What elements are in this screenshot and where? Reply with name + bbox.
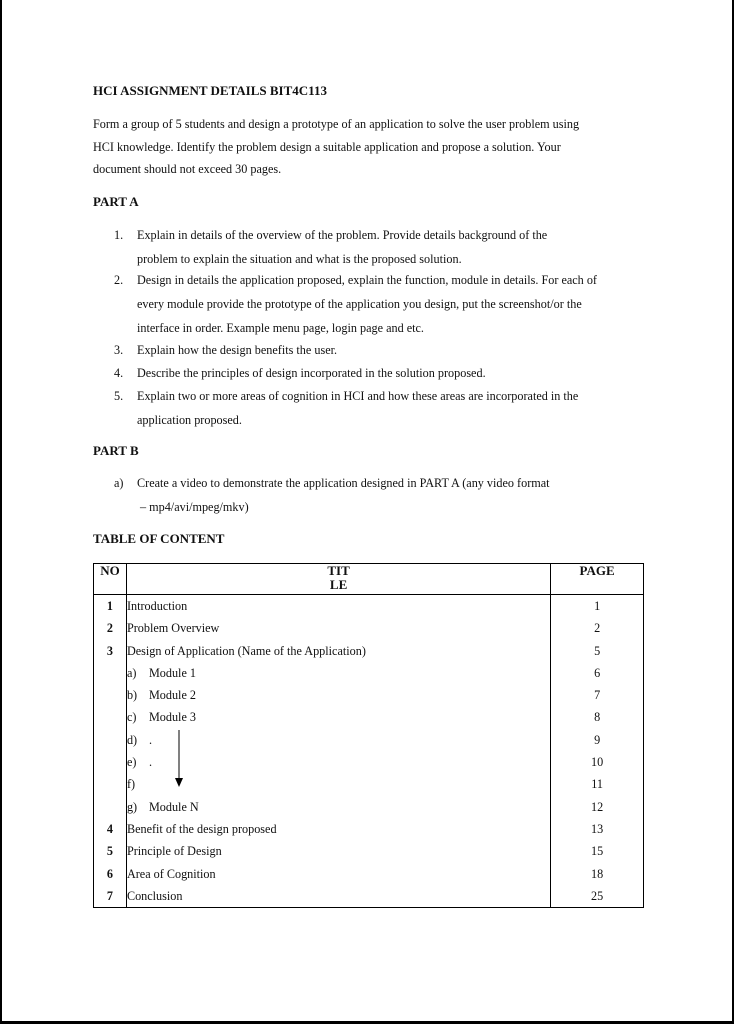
toc-row-no — [94, 706, 127, 728]
toc-row-title: Introduction — [126, 595, 550, 618]
toc-row-title — [126, 751, 550, 773]
toc-row-page: 1 — [551, 595, 644, 618]
toc-col-title — [126, 564, 550, 595]
item-line: interface in order. Example menu page, login page and etc. — [137, 321, 424, 335]
document-title: HCI ASSIGNMENT DETAILS BIT4C113 — [93, 83, 327, 98]
toc-row-no — [94, 773, 127, 795]
toc-row-no: 1 — [94, 595, 127, 618]
toc-row-title — [126, 706, 550, 728]
toc-row-no: 3 — [94, 640, 127, 662]
toc-row-no: 4 — [94, 818, 127, 840]
toc-row-title — [126, 684, 550, 706]
toc-row — [94, 684, 644, 706]
toc-sub-letter: d) — [126, 732, 138, 747]
toc-row — [94, 885, 644, 908]
toc-row-no — [94, 729, 127, 751]
toc-row-title — [126, 729, 550, 751]
toc-row — [94, 662, 644, 684]
toc-row-page: 18 — [551, 863, 644, 885]
toc-row — [94, 863, 644, 885]
item-number: 4. — [114, 366, 124, 380]
item-number: 5. — [114, 389, 124, 403]
toc-sub-letter: b) — [126, 688, 138, 703]
intro-line: HCI knowledge. Identify the problem design a suitable application and propose a solution. Your — [93, 139, 561, 154]
item-line: application proposed. — [137, 413, 242, 427]
toc-sub-title: Module 1 — [148, 665, 196, 680]
intro-paragraph — [93, 113, 653, 181]
toc-row-no — [94, 684, 127, 706]
toc-sub-letter: a) — [126, 665, 137, 680]
toc-sub-title: Module 2 — [148, 688, 196, 703]
toc-row-page: 12 — [551, 796, 644, 818]
toc-row-page: 2 — [551, 617, 644, 639]
item-line: Create a video to demonstrate the application designed in PART A (any video format — [137, 476, 550, 490]
toc-row-title: Benefit of the design proposed — [126, 818, 550, 840]
toc-row-no: 7 — [94, 885, 127, 908]
toc-col-title-line: LE — [329, 577, 348, 592]
intro-line: document should not exceed 30 pages. — [93, 162, 282, 176]
item-line: every module provide the prototype of the application you design, put the screenshot/or the — [137, 297, 582, 311]
toc-row-page: 5 — [551, 640, 644, 662]
toc-col-page: PAGE — [551, 564, 644, 595]
toc-row-title: Design of Application (Name of the Application) — [126, 640, 550, 662]
toc-row-page: 11 — [551, 773, 644, 795]
toc-row — [94, 840, 644, 862]
item-line: Explain two or more areas of cognition in HCI and how these areas are incorporated in the — [137, 389, 579, 403]
intro-line: Form a group of 5 students and design a prototype of an application to solve the user problem using — [93, 117, 580, 131]
toc-col-no: NO — [94, 564, 127, 595]
item-line: Explain in details of the overview of the problem. Provide details background of the — [137, 228, 548, 242]
toc-row-title: Principle of Design — [126, 840, 550, 862]
toc-sub-letter: f) — [126, 777, 136, 792]
toc-col-title-line: TIT — [327, 563, 350, 578]
toc-heading: TABLE OF CONTENT — [93, 531, 225, 546]
toc-row — [94, 706, 644, 728]
toc-row-no — [94, 662, 127, 684]
toc-row — [94, 818, 644, 840]
toc-row-no: 2 — [94, 617, 127, 639]
toc-row-page: 13 — [551, 818, 644, 840]
toc-sub-title: Module 3 — [148, 710, 196, 725]
toc-row-title: Problem Overview — [126, 617, 550, 639]
item-line: Explain how the design benefits the user. — [137, 343, 338, 357]
toc-row-no — [94, 796, 127, 818]
item-number: 3. — [114, 343, 124, 357]
toc-row-title — [126, 662, 550, 684]
part-a-heading: PART A — [93, 194, 139, 209]
item-line: problem to explain the situation and what is the proposed solution. — [137, 252, 462, 266]
toc-row — [94, 595, 644, 618]
item-line: – mp4/avi/mpeg/mkv) — [140, 500, 249, 514]
toc-row-title: Area of Cognition — [126, 863, 550, 885]
toc-row-page: 7 — [551, 684, 644, 706]
toc-row-page: 15 — [551, 840, 644, 862]
toc-row-page: 8 — [551, 706, 644, 728]
toc-header-row — [94, 564, 644, 595]
toc-row-title: Conclusion — [126, 885, 550, 908]
toc-row — [94, 640, 644, 662]
toc-sub-letter: g) — [126, 799, 138, 814]
toc-row — [94, 617, 644, 639]
item-line: Design in details the application proposed, explain the function, module in details. For each of — [137, 273, 597, 287]
item-number: 1. — [114, 228, 124, 242]
toc-row-no: 6 — [94, 863, 127, 885]
toc-row-page: 6 — [551, 662, 644, 684]
toc-sub-title: . — [148, 732, 152, 747]
toc-row-page: 10 — [551, 751, 644, 773]
toc-row-page: 9 — [551, 729, 644, 751]
toc-row-no: 5 — [94, 840, 127, 862]
toc-row-title — [126, 796, 550, 818]
toc-sub-title: Module N — [148, 799, 199, 814]
toc-row-page: 25 — [551, 885, 644, 908]
toc-sub-letter: e) — [126, 755, 137, 770]
item-number: a) — [114, 476, 124, 490]
toc-sub-title: . — [148, 755, 152, 770]
toc-row-no — [94, 751, 127, 773]
toc-row-title — [126, 773, 550, 795]
part-b-heading: PART B — [93, 443, 139, 458]
toc-row — [94, 796, 644, 818]
toc-sub-letter: c) — [126, 710, 137, 725]
item-line: Describe the principles of design incorporated in the solution proposed. — [137, 366, 486, 380]
item-number: 2. — [114, 273, 124, 287]
down-arrow-icon — [165, 728, 185, 790]
